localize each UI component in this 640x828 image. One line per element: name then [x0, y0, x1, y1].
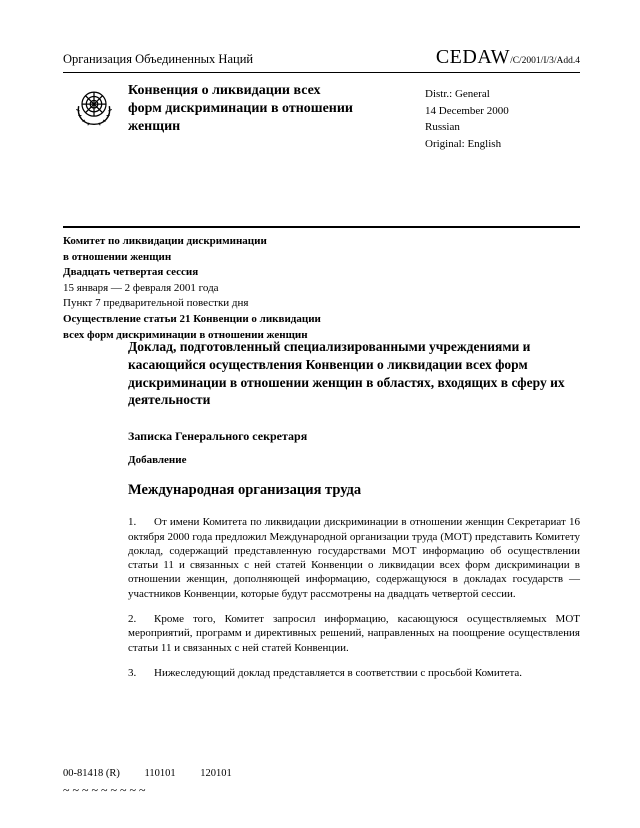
agenda-item: Пункт 7 предварительной повестки дня [63, 297, 249, 310]
footer [63, 768, 254, 779]
section-heading: Международная организация труда [128, 482, 362, 499]
paragraph-2-text: Кроме того, Комитет запросил информацию, касающуюся осуществляемых МОТ мероприятий, программ и директивных решений, направленных на поощрение осуществления статьи 11 и связанных с ней статей Конвенции. [128, 613, 580, 654]
header-rule [63, 72, 580, 73]
paragraph-2 [128, 612, 580, 655]
page-header [63, 46, 580, 69]
footer-code-2: 120101 [200, 768, 232, 779]
original-line: Original: English [425, 137, 502, 150]
convention-title: Конвенция о ликвидации всех форм дискриминации в отношении женщин [128, 83, 353, 135]
paragraph-3-number: 3. [128, 666, 137, 679]
paragraph-3 [128, 666, 580, 680]
footer-doc-number: 00-81418 (R) [63, 768, 120, 779]
agenda-title-line2: всех форм дискриминации в отношении женщин [63, 328, 308, 341]
paragraph-3-text: Нижеследующий доклад представляется в соответствии с просьбой Комитета. [154, 666, 523, 679]
document-body [128, 338, 580, 691]
paragraph-1 [128, 515, 580, 601]
language-line: Russian [425, 121, 460, 133]
barcode-marks: ~~~~~~~~~ [63, 783, 149, 797]
paragraph-2-number: 2. [128, 613, 137, 626]
paragraph-1-text: От имени Комитета по ликвидации дискриминации в отношении женщин Секретариат 16 октября 2000 года предложил Международной организации труда (МОТ) представить Комитету доклад, содержащий представленную государствами МОТ информацию об осуществлении статьи 11 и связанных с ней статей Конвенции о ликвидации всех форм дискриминации в отношении женщин, дополняющей информацию, содержащуюся в докладах государств — участников Конвенции, которые будут рассмотрены на двадцать четвертой сессии. [128, 516, 580, 600]
un-emblem-icon [70, 84, 118, 137]
report-title: Доклад, подготовленный специализированными учреждениями и касающийся осуществления Конвенции о ликвидации всех форм дискриминации в отношении женщин в областях, входящих в сферу их деятельности [128, 339, 565, 408]
addendum-label: Добавление [128, 454, 187, 467]
committee-name-line1: Комитет по ликвидации дискриминации [63, 235, 267, 247]
doc-symbol-main: CEDAW [435, 46, 511, 68]
paragraph-1-number: 1. [128, 516, 137, 529]
footer-code-1: 110101 [144, 768, 176, 779]
doc-symbol-suffix: /C/2001/I/3/Add.4 [510, 56, 580, 66]
date-line: 14 December 2000 [425, 104, 509, 117]
org-name: Организация Объединенных Наций [63, 52, 254, 66]
doc-symbol [436, 46, 580, 69]
masthead-rule [63, 226, 580, 228]
distribution-info [425, 86, 509, 152]
note-title: Записка Генерального секретаря [128, 429, 308, 444]
agenda-title-line1: Осуществление статьи 21 Конвенции о ликвидации [63, 313, 321, 326]
session-dates: 15 января — 2 февраля 2001 года [63, 281, 219, 294]
session-block [63, 234, 393, 343]
session-title: Двадцать четвертая сессия [63, 266, 199, 279]
distr-line: Distr.: General [425, 88, 490, 100]
committee-name-line2: в отношении женщин [63, 250, 172, 263]
